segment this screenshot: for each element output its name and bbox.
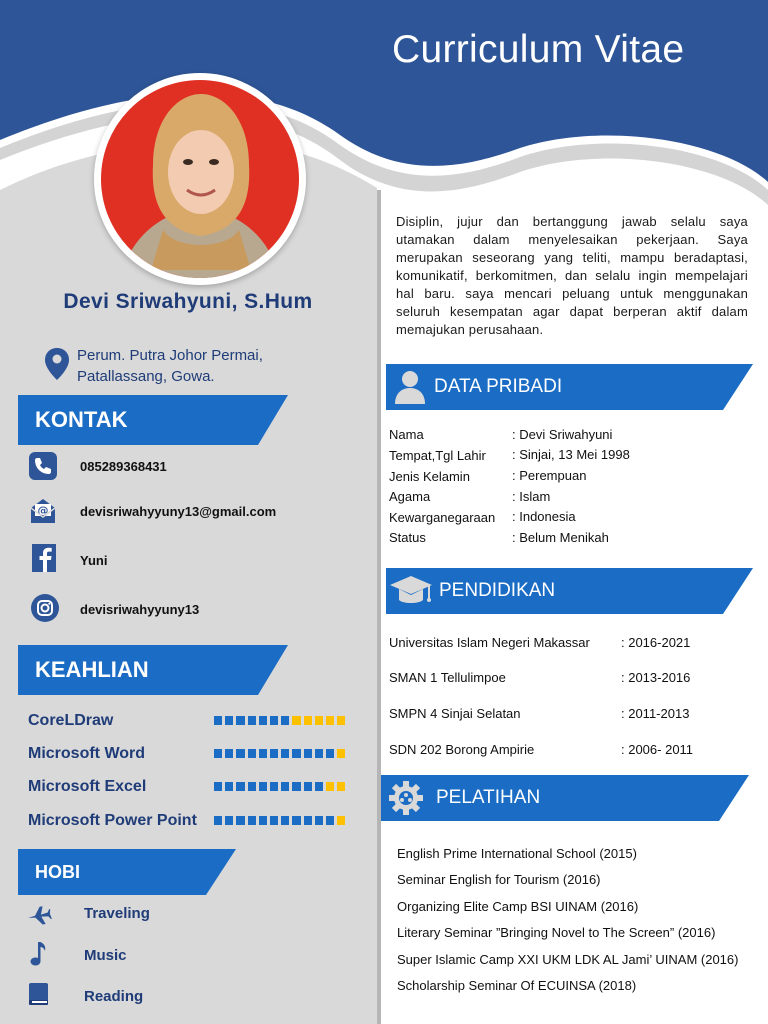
personal-label: Tempat,Tgl Lahir [389, 448, 486, 463]
location-pin-icon [44, 347, 70, 381]
panel-shadow [377, 190, 381, 1024]
full-name: Devi Sriwahyuni, S.Hum [63, 290, 313, 313]
skills-heading: KEAHLIAN [35, 657, 149, 682]
training-item: Seminar English for Tourism (2016) [397, 872, 601, 887]
personal-value: : Sinjai, 13 Mei 1998 [512, 447, 630, 462]
person-icon [393, 369, 427, 405]
skill-label: Microsoft Word [28, 745, 146, 762]
skill-segment-empty [326, 716, 334, 725]
skill-segment-filled [292, 816, 300, 825]
skill-segment-filled [281, 782, 289, 791]
training-heading-banner [381, 775, 749, 821]
training-heading: PELATIHAN [436, 787, 541, 808]
education-school: SDN 202 Borong Ampirie [389, 742, 535, 757]
skill-segment-filled [281, 749, 289, 758]
skill-segment-empty [304, 716, 312, 725]
personal-label: Nama [389, 427, 424, 442]
contact-heading: KONTAK [35, 407, 128, 432]
cv-title: Curriculum Vitae [392, 28, 685, 71]
training-item: English Prime International School (2015) [397, 846, 637, 861]
gear-icon [386, 778, 426, 818]
email-icon [28, 496, 58, 526]
graduation-cap-icon [388, 573, 434, 611]
phone-icon [28, 451, 58, 481]
skill-segment-filled [248, 782, 256, 791]
skill-label: CoreLDraw [28, 712, 114, 729]
education-school: SMPN 4 Sinjai Selatan [389, 706, 521, 721]
skill-segment-filled [315, 816, 323, 825]
skill-segment-filled [225, 716, 233, 725]
address-line-2: Patallassang, Gowa. [77, 368, 215, 385]
hobbies-heading: HOBI [35, 862, 80, 882]
education-years: : 2011-2013 [621, 706, 690, 721]
skill-segment-filled [259, 716, 267, 725]
skill-segment-filled [214, 716, 222, 725]
skill-segment-filled [214, 816, 222, 825]
skill-segment-empty [337, 716, 345, 725]
skill-bar [214, 816, 345, 825]
personal-label: Status [389, 530, 426, 545]
facebook-name: Yuni [80, 553, 108, 568]
skill-segment-filled [326, 816, 334, 825]
hobby-item: Traveling [84, 905, 150, 922]
facebook-icon [31, 543, 61, 573]
skill-segment-filled [281, 816, 289, 825]
skill-segment-filled [270, 716, 278, 725]
skill-segment-filled [248, 816, 256, 825]
address-line-1: Perum. Putra Johor Permai, [77, 347, 263, 364]
education-school: SMAN 1 Tellulimpoe [389, 670, 506, 685]
skills-heading-banner [18, 645, 288, 695]
skill-segment-filled [326, 749, 334, 758]
hobby-item: Reading [84, 988, 144, 1005]
personal-value: : Perempuan [512, 468, 587, 483]
skill-segment-filled [236, 716, 244, 725]
skill-label: Microsoft Power Point [28, 812, 197, 829]
skill-segment-empty [292, 716, 300, 725]
svg-text:@: @ [37, 504, 49, 517]
phone-number: 085289368431 [80, 459, 167, 474]
personal-label: Agama [389, 489, 431, 504]
skill-segment-filled [236, 782, 244, 791]
skill-segment-filled [315, 782, 323, 791]
education-years: : 2013-2016 [621, 670, 691, 685]
skill-segment-filled [214, 782, 222, 791]
skill-segment-filled [236, 749, 244, 758]
skill-segment-filled [225, 816, 233, 825]
skill-segment-empty [337, 749, 345, 758]
instagram-handle: devisriwahyyuny13 [80, 602, 200, 617]
personal-label: Kewarganegaraan [389, 510, 496, 525]
book-icon [26, 981, 52, 1007]
hobbies-heading-banner [18, 849, 236, 895]
skill-segment-filled [315, 749, 323, 758]
skill-segment-filled [236, 816, 244, 825]
education-heading: PENDIDIKAN [439, 580, 556, 601]
skill-segment-empty [337, 816, 345, 825]
airplane-icon [26, 902, 52, 928]
skill-bar [214, 716, 345, 725]
skill-segment-empty [326, 782, 334, 791]
skill-segment-filled [248, 749, 256, 758]
skill-segment-filled [270, 816, 278, 825]
instagram-icon [30, 593, 60, 623]
hobby-item: Music [84, 947, 127, 964]
email-address: devisriwahyyuny13@gmail.com [80, 504, 277, 519]
education-heading-banner [386, 568, 753, 614]
skill-segment-filled [225, 782, 233, 791]
skill-bar [214, 749, 345, 758]
personal-data-heading: DATA PRIBADI [434, 376, 563, 397]
skill-segment-filled [248, 716, 256, 725]
education-years: : 2016-2021 [621, 635, 691, 650]
training-item: Literary Seminar ”Bringing Novel to The Screen” (2016) [397, 925, 716, 940]
skill-segment-filled [270, 749, 278, 758]
training-item: Scholarship Seminar Of ECUINSA (2018) [397, 978, 637, 993]
skill-segment-filled [225, 749, 233, 758]
personal-data-heading-banner [386, 364, 753, 410]
skill-segment-filled [304, 782, 312, 791]
skill-segment-filled [292, 749, 300, 758]
skill-segment-filled [270, 782, 278, 791]
skill-label: Microsoft Excel [28, 778, 147, 795]
skill-segment-filled [304, 749, 312, 758]
education-years: : 2006- 2011 [621, 742, 694, 757]
profile-photo [101, 80, 299, 278]
skill-segment-empty [315, 716, 323, 725]
personal-value: : Islam [512, 489, 551, 504]
profile-summary: Disiplin, jujur dan bertanggung jawab selalu saya utamakan dalam menyelesaikan pekerjaan. Saya merupakan seseorang yang teliti, mampu beradaptasi, komunikatif, berkomitmen, dan selalu ingin mempelajari hal baru. saya mencari peluang untuk menggunakan seluruh kesempatan agar dapat berperan aktif dalam memajukan perusahaan. [396, 214, 748, 337]
personal-value: : Belum Menikah [512, 530, 609, 545]
skill-segment-filled [281, 716, 289, 725]
skill-segment-filled [304, 816, 312, 825]
skill-segment-filled [259, 782, 267, 791]
skill-segment-filled [259, 816, 267, 825]
contact-heading-banner [18, 395, 288, 445]
education-school: Universitas Islam Negeri Makassar [389, 635, 590, 650]
skill-segment-filled [259, 749, 267, 758]
music-note-icon [26, 940, 52, 966]
skill-segment-empty [337, 782, 345, 791]
personal-value: : Devi Sriwahyuni [512, 427, 613, 442]
skill-segment-filled [292, 782, 300, 791]
skill-bar [214, 782, 345, 791]
address [77, 345, 263, 387]
skill-segment-filled [214, 749, 222, 758]
personal-value: : Indonesia [512, 509, 576, 524]
training-item: Organizing Elite Camp BSI UINAM (2016) [397, 899, 639, 914]
training-item: Super Islamic Camp XXI UKM LDK AL Jami’ UINAM (2016) [397, 952, 739, 967]
personal-label: Jenis Kelamin [389, 469, 470, 484]
